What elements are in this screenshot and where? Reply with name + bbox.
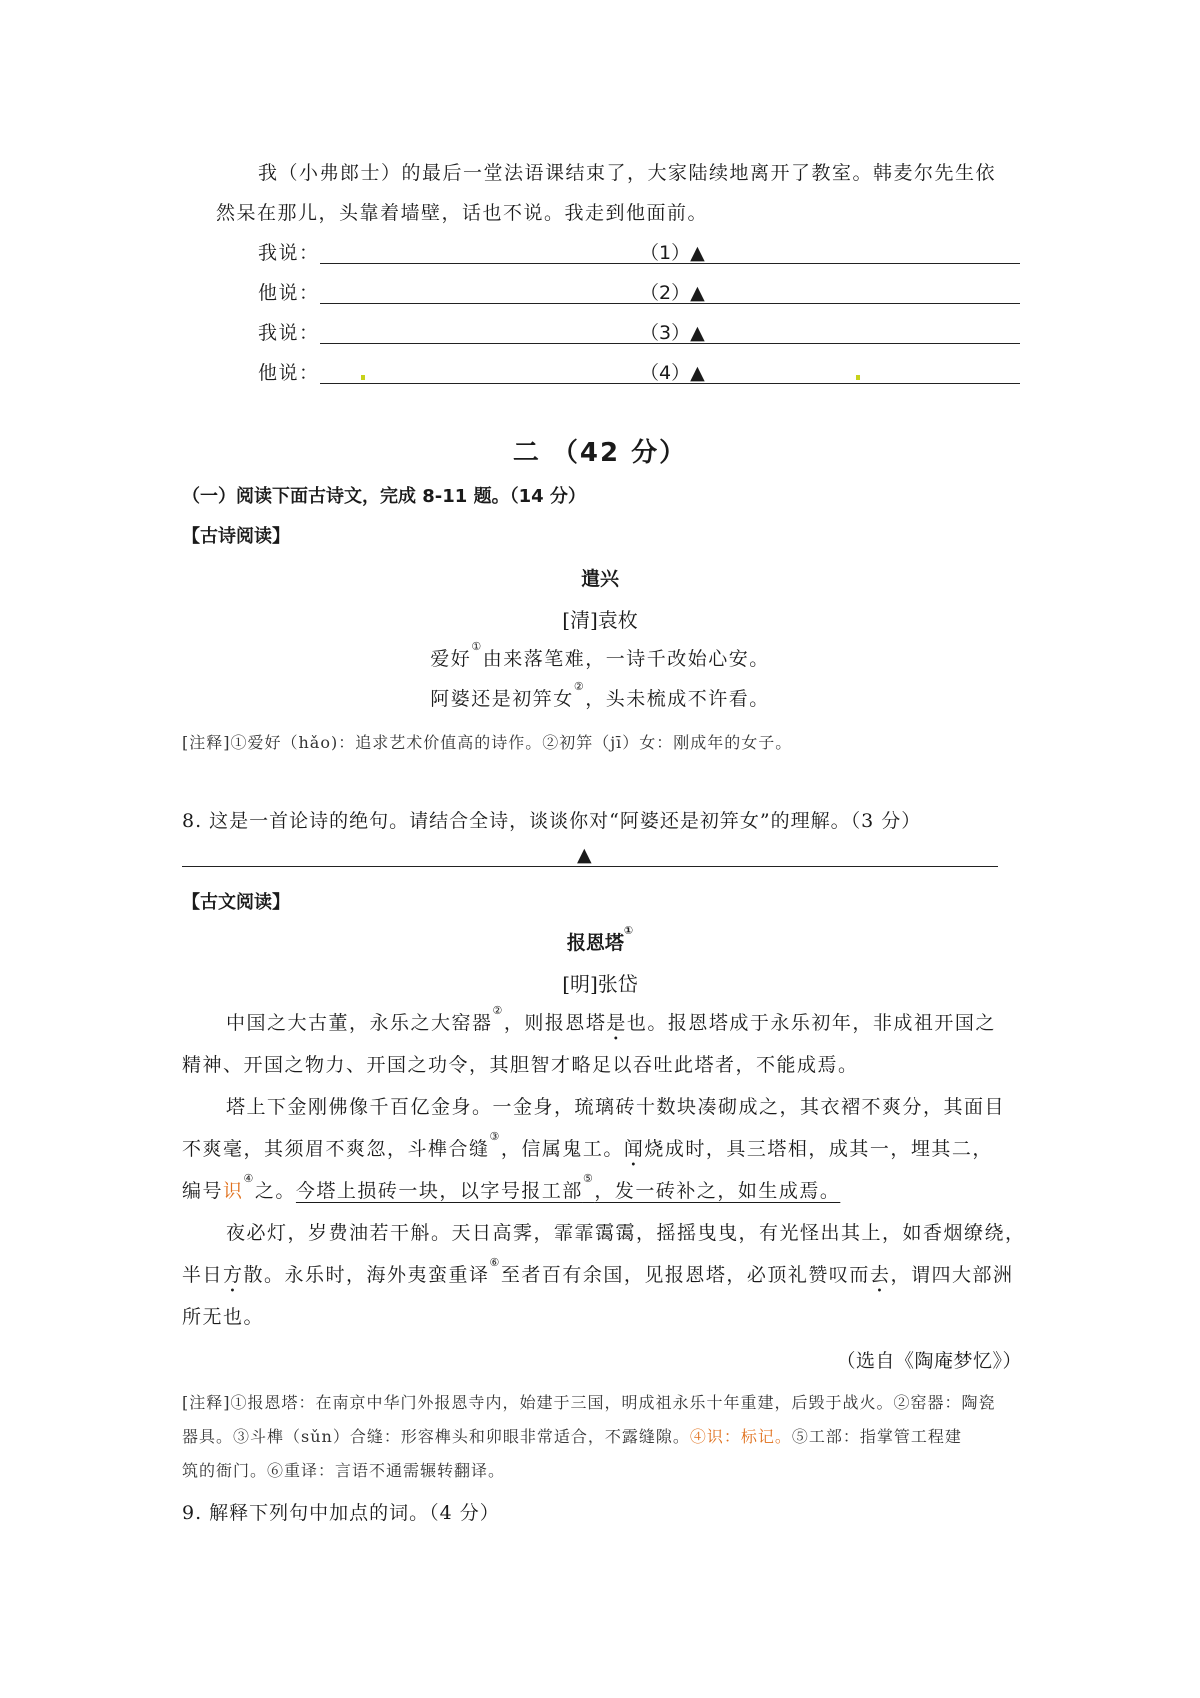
prose-p3-line-1: 夜必灯，岁费油若干斛。天日高霁，霏霏霭霭，摇摇曳曳，有光怪出其上，如香烟缭绕，	[226, 1222, 1026, 1244]
poem-note: [注释]①爱好（hǎo)：追求艺术价值高的诗作。②初笄（jī）女：刚成年的女子。	[182, 733, 793, 752]
prose-text: ，谓四大部洲	[890, 1264, 1014, 1286]
footnote-ref: ①	[471, 640, 483, 653]
prose-p2-line-3	[182, 1172, 841, 1203]
footnote-ref: ⑥	[489, 1256, 501, 1269]
prose-note-line-1: [注释]①报恩塔：在南京中华门外报恩寺内，始建于三国，明成祖永乐十年重建，后毁于战火。②窑器：陶瓷	[182, 1393, 996, 1412]
question-9: 9. 解释下列句中加点的词。（4 分）	[182, 1502, 500, 1524]
dialog-label: 我说：	[258, 322, 320, 344]
prose-p1-line-1	[226, 1004, 996, 1045]
story-line-1: 我（小弗郎士）的最后一堂法语课结束了，大家陆续地离开了教室。韩麦尔先生依	[258, 162, 997, 184]
prose-p1-line-2: 精神、开国之物力、开国之功令，其胆智才略足以吞吐此塔者，不能成焉。	[182, 1054, 859, 1076]
prose-title-text: 报恩塔	[566, 932, 624, 954]
dialog-row-2[interactable]	[258, 278, 1020, 308]
prose-p3-line-2	[182, 1256, 1014, 1297]
prose-text: 编号	[182, 1180, 224, 1202]
decorative-speck	[361, 375, 365, 380]
decorative-speck	[856, 375, 860, 380]
prose-p2-line-2	[182, 1130, 993, 1171]
prose-author: [明]张岱	[562, 972, 638, 996]
footnote-ref: ①	[623, 924, 634, 937]
dialog-row-1[interactable]	[258, 238, 1020, 268]
footnote-ref: ④	[243, 1172, 255, 1185]
answer-mark: （2）▲	[640, 282, 705, 304]
prose-p2-line-1: 塔上下金刚佛像千百亿金身。一金身，琉璃砖十数块凑砌成之，其衣褶不爽分，其面目	[226, 1096, 1006, 1118]
poem-line-2	[0, 680, 1200, 711]
poem-text: ，头未梳成不许看。	[585, 688, 770, 710]
poem-section-label: 【古诗阅读】	[182, 526, 290, 547]
footnote-ref: ③	[489, 1130, 501, 1143]
prose-text: 今塔上损砖一块，以字号报工部	[295, 1180, 583, 1202]
footnote-ref: ⑤	[582, 1172, 595, 1185]
prose-text: 中国之大古董，永乐之大窑器	[226, 1012, 493, 1034]
prose-text: 不爽毫，其须眉不爽忽，斗榫合缝	[182, 1138, 490, 1160]
q8-answer-line[interactable]	[182, 866, 998, 867]
prose-section-label: 【古文阅读】	[182, 892, 290, 913]
prose-text: ，发一砖补之，如生成焉。	[594, 1180, 841, 1202]
prose-p3-line-3: 所无也。	[182, 1306, 265, 1328]
poem-line-1	[0, 640, 1200, 671]
poem-text: 爱好	[430, 648, 472, 670]
dialog-label: 我说：	[258, 242, 320, 264]
highlighted-note: ④识：标记。	[689, 1427, 792, 1446]
dotted-word: 闻	[623, 1138, 645, 1160]
note-text: 器具。③斗榫（sǔn）合缝：形容榫头和卯眼非常适合，不露缝隙。	[182, 1427, 690, 1446]
footnote-ref: ②	[573, 680, 586, 693]
footnote-ref: ②	[492, 1004, 504, 1017]
dialog-label: 他说：	[258, 282, 320, 304]
prose-source: （选自《陶庵梦忆》）	[836, 1350, 1022, 1372]
prose-text: 之。	[254, 1180, 296, 1202]
note-text: ⑤工部：指掌管工程建	[791, 1427, 962, 1446]
prose-title	[0, 924, 1200, 955]
poem-text: 阿婆还是初笄女	[430, 688, 574, 710]
prose-text: 半日	[182, 1264, 224, 1286]
part-heading: （一）阅读下面古诗文，完成 8-11 题。（14 分）	[182, 486, 586, 507]
prose-text: 散。永乐时，海外夷蛮重译	[243, 1264, 490, 1286]
dotted-word: 去	[869, 1264, 891, 1286]
poem-text: 由来落笔难，一诗千改始心安。	[482, 648, 770, 670]
prose-text: 烧成时，具三塔相，成其一，埋其二，	[644, 1138, 993, 1160]
question-8: 8. 这是一首论诗的绝句。请结合全诗，谈谈你对“阿婆还是初笄女”的理解。（3 分）	[182, 810, 922, 832]
poem-author: [清]袁枚	[562, 608, 638, 632]
prose-text: ，信属鬼工。	[500, 1138, 624, 1160]
answer-mark: （4）▲	[640, 362, 705, 384]
underlined-sentence	[295, 1172, 841, 1202]
dialog-row-4[interactable]	[258, 358, 1020, 388]
prose-text: 至者百有余国，见报恩塔，必顶礼赞叹而	[500, 1264, 870, 1286]
dialog-row-3[interactable]	[258, 318, 1020, 348]
prose-text: 也。报恩塔成于永乐初年，非成祖开国之	[626, 1012, 996, 1034]
highlighted-word: 识	[223, 1180, 244, 1202]
dialog-label: 他说：	[258, 362, 320, 384]
dotted-word: 是	[606, 1012, 627, 1034]
prose-note-line-3: 筑的衙门。⑥重译：言语不通需辗转翻译。	[182, 1461, 506, 1480]
answer-mark: （3）▲	[640, 322, 705, 344]
story-line-2: 然呆在那儿，头靠着墙壁，话也不说。我走到他面前。	[216, 202, 709, 224]
prose-text: ，则报恩塔	[503, 1012, 607, 1034]
section-title: 二 （42 分）	[512, 438, 688, 468]
q8-answer-mark: ▲	[577, 844, 592, 866]
poem-title: 遣兴	[580, 568, 619, 590]
dotted-word: 方	[223, 1264, 244, 1286]
prose-note-line-2	[182, 1424, 962, 1447]
answer-mark: （1）▲	[640, 242, 705, 264]
